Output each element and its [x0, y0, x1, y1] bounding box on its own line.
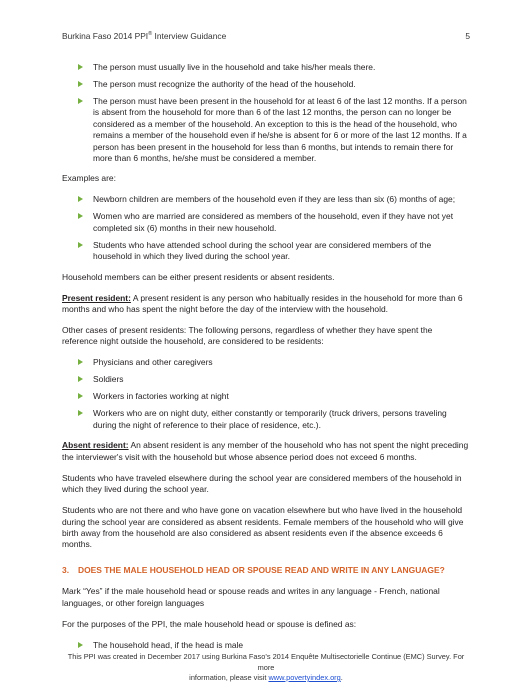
- list-item: The person must recognize the authority of the head of the household.: [62, 79, 470, 90]
- list-item: Students who have attended school during the school year are considered members of the household in which they lived during the school year.: [62, 240, 470, 263]
- list-item: Women who are married are considered as members of the household, even if they have not yet completed six (6) months in their new household.: [62, 211, 470, 234]
- triangle-bullet-icon: [78, 242, 83, 248]
- triangle-bullet-icon: [78, 81, 83, 87]
- section-3-definition-list: [62, 640, 470, 651]
- triangle-bullet-icon: [78, 64, 83, 70]
- footer-line-1: This PPI was created in December 2017 using Burkina Faso’s 2014 Enquête Multisectorielle Continue (EMC) Survey. For more: [67, 652, 465, 672]
- present-resident-term: Present resident:: [62, 292, 131, 303]
- members-statement: Household members can be either present residents or absent residents.: [62, 271, 335, 282]
- triangle-bullet-icon: [78, 359, 83, 365]
- list-item: Newborn children are members of the household even if they are less than six (6) months of age;: [62, 194, 470, 205]
- section-number: 3.: [62, 564, 70, 575]
- students-vacation-paragraph: Students who are not there and who have gone on vacation elsewhere but who have lived in the household during the school year are considered as absent residents. Female members of the household who will give birth away from the household are also considered as absent residents even if the absence exceeds 6 months.: [62, 505, 464, 550]
- registered-mark: ®: [148, 31, 153, 38]
- triangle-bullet-icon: [78, 410, 83, 416]
- list-item: Workers in factories working at night: [62, 391, 470, 402]
- examples-list: [62, 194, 470, 262]
- other-cases-list: [62, 357, 470, 431]
- present-resident-paragraph: Present resident: A present resident is any person who habitually resides in the household for more than 6 months and who has spent the night before the day of the interview with the household.: [62, 292, 463, 315]
- section-3-heading: [62, 565, 470, 576]
- membership-criteria-list: [62, 62, 470, 164]
- footer-line-2: information, please visit www.povertyindex.org.: [189, 673, 343, 682]
- triangle-bullet-icon: [78, 376, 83, 382]
- header-title: Burkina Faso 2014 PPI® Interview Guidance: [62, 31, 227, 41]
- povertyindex-link[interactable]: www.povertyindex.org: [268, 673, 341, 682]
- list-item: The person must usually live in the household and take his/her meals there.: [62, 62, 470, 73]
- section-3-definition-intro: For the purposes of the PPI, the male household head or spouse is defined as:: [62, 618, 357, 629]
- list-item: Soldiers: [62, 374, 470, 385]
- section-title: DOES THE MALE HOUSEHOLD HEAD OR SPOUSE READ AND WRITE IN ANY LANGUAGE?: [78, 564, 445, 575]
- examples-intro: Examples are:: [62, 173, 116, 184]
- triangle-bullet-icon: [78, 196, 83, 202]
- page-body: [62, 62, 470, 657]
- page-footer: [62, 652, 470, 684]
- page-number: 5: [465, 31, 470, 41]
- list-item: The person must have been present in the household for at least 6 of the last 12 months. If a person is absent from the household for more than 6 of the last 12 months, the person can no longer be considered as a member of the household. An exception to this is the head of the household, who remains a member of the household even if he/she is absent for 6 or more of the last 12 months. If a person has been present in the household for less than 6 months, but intends to remain there for more than 6 months, he/she must be considered a member.: [62, 96, 470, 164]
- list-item: Workers who are on night duty, either constantly or temporarily (truck drivers, persons traveling during the night of reference to their place of residence, etc.).: [62, 408, 470, 431]
- absent-resident-term: Absent resident:: [62, 440, 129, 451]
- triangle-bullet-icon: [78, 393, 83, 399]
- students-traveled-paragraph: Students who have traveled elsewhere during the school year are considered members of the household in which they lived during the school year.: [62, 472, 462, 495]
- section-3-instruction: Mark “Yes” if the male household head or spouse reads and writes in any language - French, national languages, or other foreign languages: [62, 586, 440, 608]
- list-item: The household head, if the head is male: [62, 640, 470, 651]
- triangle-bullet-icon: [78, 642, 83, 648]
- list-item: Physicians and other caregivers: [62, 357, 470, 368]
- page-header: [62, 31, 470, 41]
- absent-resident-paragraph: Absent resident: An absent resident is any member of the household who has not spent the night preceding the interviewer's visit with the household but whose absence period does not exceed 6 months.: [62, 440, 469, 462]
- triangle-bullet-icon: [78, 213, 83, 219]
- other-cases-intro: Other cases of present residents: The following persons, regardless of whether they have spent the reference night outside the household, are considered to be residents:: [62, 325, 433, 347]
- triangle-bullet-icon: [78, 98, 83, 104]
